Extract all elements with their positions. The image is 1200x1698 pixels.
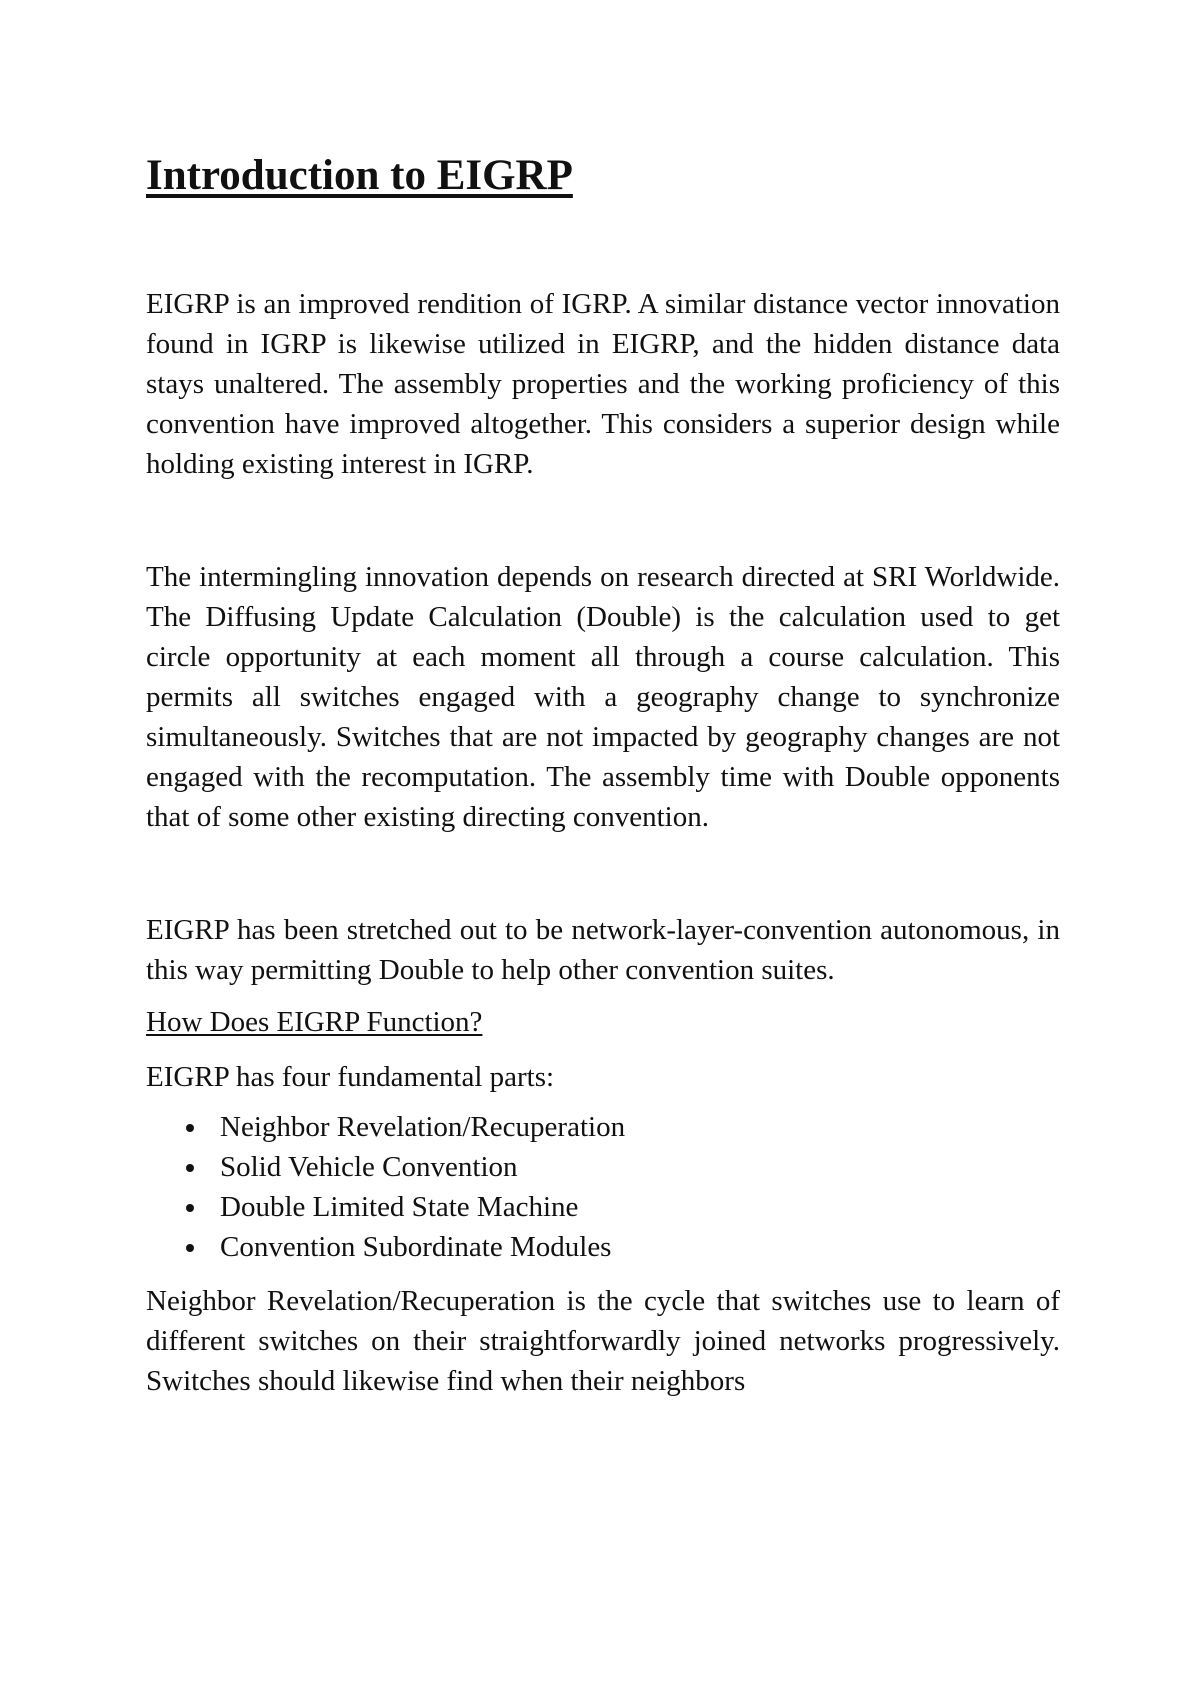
list-item [146,1187,1060,1227]
document-body [146,150,1060,1401]
list-item-label: Convention Subordinate Modules [220,1231,612,1263]
document-title: Introduction to EIGRP [146,152,573,199]
list-item-label: Neighbor Revelation/Recuperation [220,1111,626,1143]
list-item [146,1227,1060,1267]
list-intro: EIGRP has four fundamental parts: [146,1061,555,1093]
list-item-label: Solid Vehicle Convention [220,1151,518,1183]
list-item [146,1147,1060,1187]
section-heading-how-eigrp-functions: How Does EIGRP Function? [146,1006,483,1038]
paragraph-protocol-independence: EIGRP has been stretched out to be network-layer-convention autonomous, in this way permitting Double to help other convention suites. [146,914,1060,986]
bullet-icon [186,1164,194,1172]
paragraph-eigrp-overview: EIGRP is an improved rendition of IGRP. A similar distance vector innovation found in IGRP is likewise utilized in EIGRP, and the hidden distance data stays unaltered. The assembly properties and the working proficiency of this convention have improved altogether. This considers a superior design while holding existing interest in IGRP. [146,288,1060,480]
list-item [146,1107,1060,1147]
bullet-icon [186,1124,194,1132]
paragraph-dual-convergence: The intermingling innovation depends on research directed at SRI Worldwide. The Diffusing Update Calculation (Double) is the calculation used to get circle opportunity at each moment all through a course calculation. This permits all switches engaged with a geography change to synchronize simultaneously. Switches that are not impacted by geography changes are not engaged with the recomputation. The assembly time with Double opponents that of some other existing directing convention. [146,561,1060,833]
list-item-label: Double Limited State Machine [220,1191,579,1223]
bullet-icon [186,1244,194,1252]
bullet-icon [186,1204,194,1212]
paragraph-neighbor-discovery: Neighbor Revelation/Recuperation is the cycle that switches use to learn of different switches on their straightforwardly joined networks progressively. Switches should likewise find when their neighbors [146,1285,1060,1397]
components-list [146,1107,1060,1267]
